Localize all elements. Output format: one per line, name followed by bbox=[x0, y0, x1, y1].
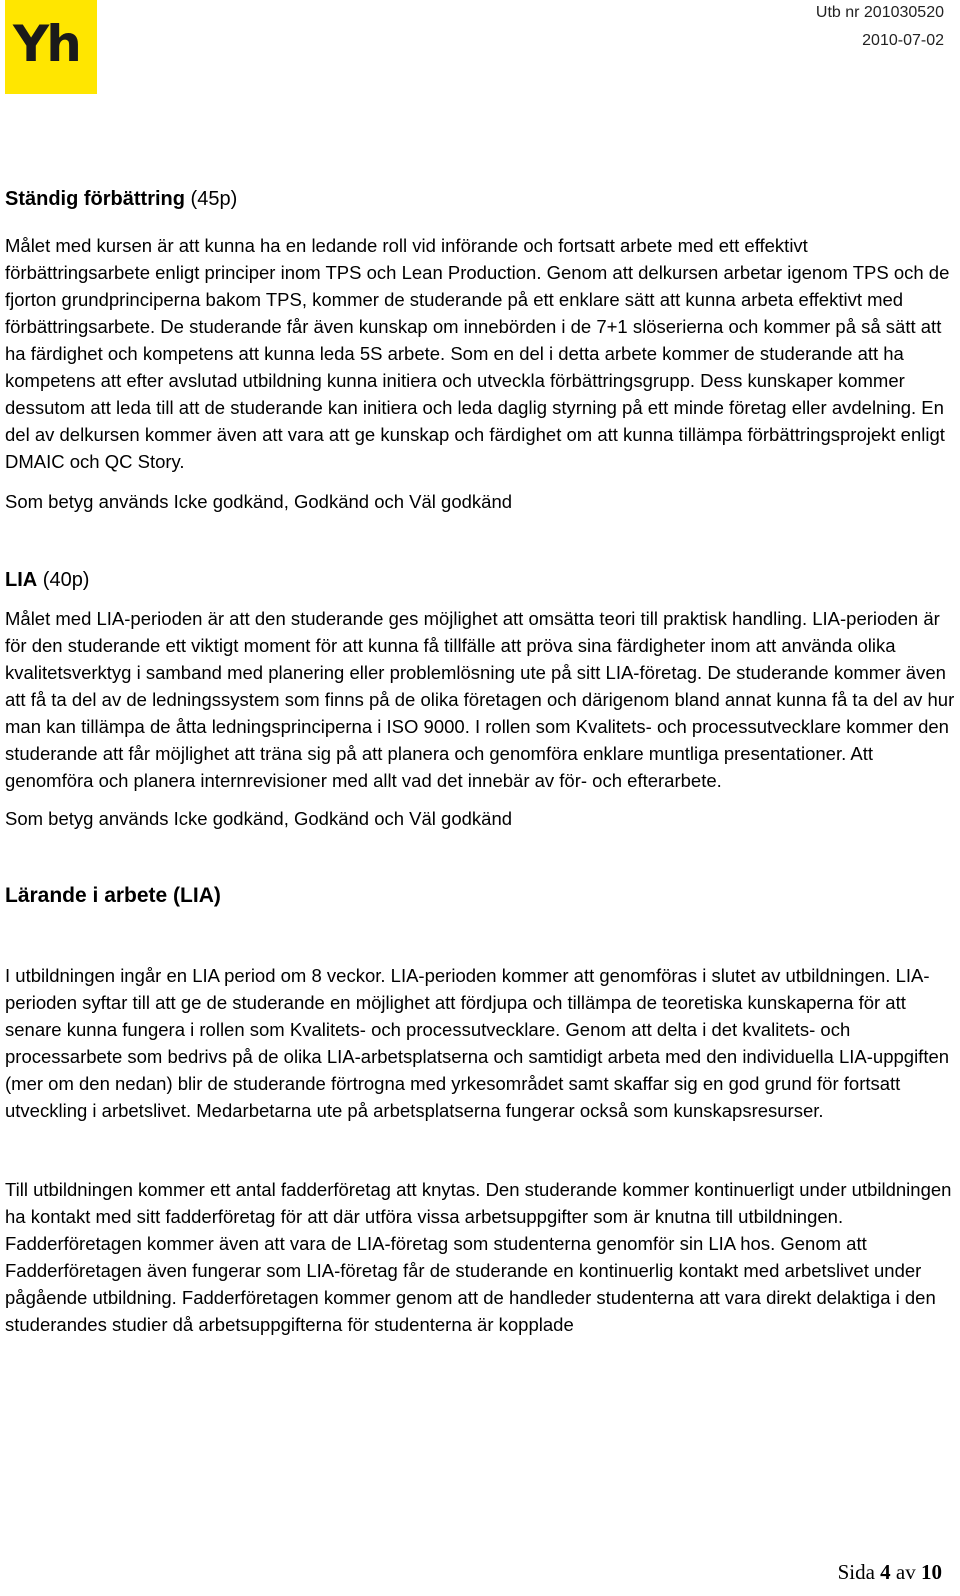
page-footer bbox=[838, 1560, 942, 1585]
section-title-lia: Lärande i arbete (LIA) bbox=[5, 884, 221, 907]
document-date: 2010-07-02 bbox=[862, 32, 944, 49]
footer-sida: Sida bbox=[837, 1560, 875, 1584]
section-body: Målet med LIA-perioden är att den studerande ges möjlighet att omsätta teori till praktisk handling. LIA-perioden är för den studerande ett viktigt moment för att kunna få tillfälle att pröva sina färdigheter inom att använda olika kvalitetsverktyg i samband med planering eller problemlösning ute på sitt LIA-företag. De studerande kommer även att få ta del av de ledningssystem som finns på de olika företagen och därigenom bland annat kunna få ta del av hur man kan tillämpa de åtta ledningsprinciperna i ISO 9000. I rollen som Kvalitets- och processutvecklare kommer den studerande att får möjlighet att träna sig på att planera och genomföra enklare muntliga presentationer. Att genomföra och planera internrevisioner med allt vad det innebär av för- och efterarbete. bbox=[5, 608, 955, 791]
section-title: Ständig förbättring bbox=[5, 188, 185, 210]
footer-av: av bbox=[895, 1560, 916, 1584]
yh-logo bbox=[5, 0, 97, 94]
section-heading bbox=[5, 567, 955, 593]
document-body bbox=[5, 186, 955, 1338]
grading-text: Som betyg används Icke godkänd, Godkänd och Väl godkänd bbox=[5, 808, 513, 829]
section-heading bbox=[5, 186, 955, 212]
section-body: Målet med kursen är att kunna ha en ledande roll vid införande och fortsatt arbete med ett effektivt förbättringsarbete enligt principer inom TPS och Lean Production. Genom att delkursen arbetar igenom TPS och de fjorton grundprinciperna bakom TPS, kommer de studerande på ett enklare sätt att kunna arbeta effektivt med förbättringsarbete. De studerande får även kunskap om innebörden i de 7+1 slöserierna och kommer på så sätt att ha färdighet och kompetens att kunna leda 5S arbete. Som en del i detta arbete kommer de studerande att ha kompetens att efter avslutad utbildning kunna initiera och utveckla förbättringsgrupp. Dess kunskaper kommer dessutom att leda till att de studerande kan initiera och leda daglig styrning på ett minde företag eller avdelning. En del av delkursen kommer även att vara att ge kunskap och färdighet om att kunna tillämpa förbättringsprojekt enligt DMAIC och QC Story. bbox=[5, 235, 950, 472]
logo-text: Yh bbox=[13, 15, 79, 73]
section-points: (40p) bbox=[42, 569, 90, 591]
section-title: LIA bbox=[5, 569, 38, 591]
section-body: I utbildningen ingår en LIA period om 8 veckor. LIA-perioden kommer att genomföras i slutet av utbildningen. LIA-perioden syftar till att ge de studerande en möjlighet att fördjupa och tillämpa de teoretiska kunskaperna för att senare kunna fungera i rollen som Kvalitets- och processutvecklare. Genom att delta i det kvalitets- och processarbete som bedrivs på de olika LIA-arbetsplatserna och samtidigt arbeta med den individuella LIA-uppgiften (mer om den nedan) blir de studerande förtrogna med yrkesområdet samt skaffar sig en god grund för fortsatt utveckling i arbetslivet. Medarbetarna ute på arbetsplatserna fungerar också som kunskapsresurser. bbox=[5, 965, 950, 1121]
reference-number: Utb nr 201030520 bbox=[815, 4, 944, 21]
section-body: Till utbildningen kommer ett antal fadderföretag att knytas. Den studerande kommer kontinuerligt under utbildningen ha kontakt med sitt fadderföretag för att där utföra vissa arbetsuppgifter som är knutna till utbildningen. Fadderföretagen kommer även att vara de LIA-företag som studenterna genomför sin LIA hos. Genom att Fadderföretagen även fungerar som LIA-företag får de studerande en kontinuerlig kontakt med arbetslivet under pågående utbildning. Fadderföretagen kommer genom att de handleder studenterna att vara direkt delaktiga i den studerandes studier då arbetsuppgifterna för studenterna är kopplade bbox=[5, 1179, 952, 1335]
grading-text: Som betyg används Icke godkänd, Godkänd och Väl godkänd bbox=[5, 491, 513, 512]
section-points: (45p) bbox=[190, 188, 238, 210]
page-total: 10 bbox=[921, 1560, 942, 1584]
page-number: 4 bbox=[880, 1560, 891, 1584]
